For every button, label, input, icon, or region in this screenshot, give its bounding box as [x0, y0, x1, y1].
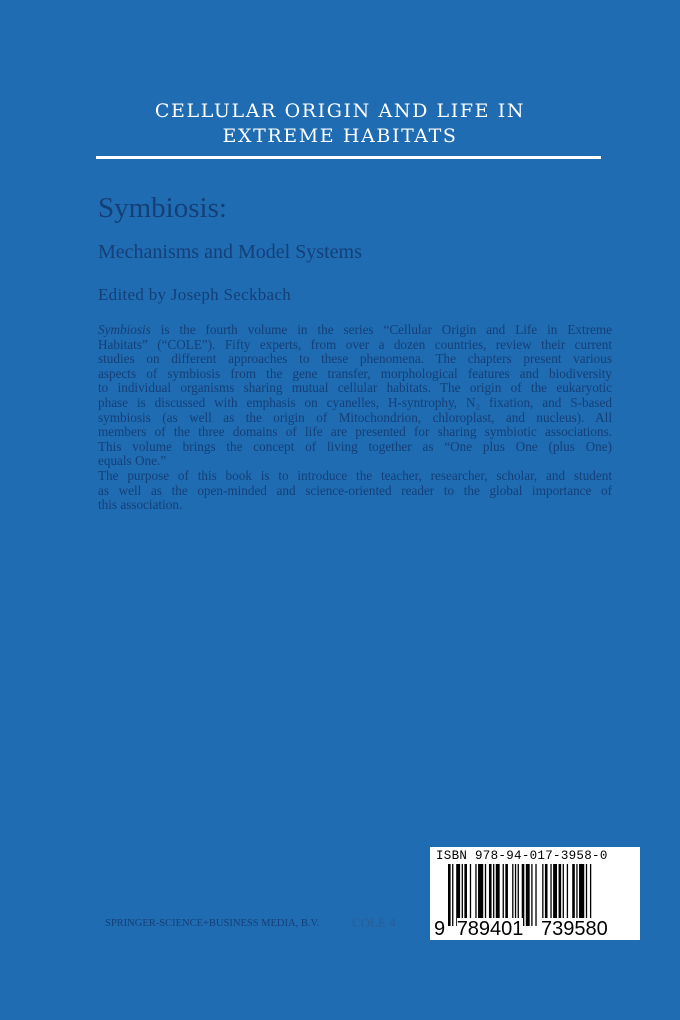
- barcode-bar: [452, 864, 453, 926]
- blurb-text: is the fourth volume in the series “Cellular Origin and Life in Extreme: [150, 322, 612, 337]
- isbn-text: ISBN 978-94-017-3958-0: [436, 849, 608, 863]
- barcode-bar: [535, 864, 536, 926]
- barcode-bar: [464, 864, 467, 926]
- barcode-bar: [485, 864, 486, 926]
- barcode-bar: [522, 864, 525, 926]
- barcode-bar: [572, 864, 575, 926]
- barcode-bar: [567, 864, 568, 926]
- blurb-line: This volume brings the concept of living together as “One plus One (plus One): [98, 438, 612, 454]
- barcode-bar: [475, 864, 476, 926]
- barcode-bar: [526, 864, 530, 926]
- blurb-line: aspects of symbiosis from the gene transfer, morphological features and biodiversity: [98, 365, 612, 381]
- blurb-line: phase is discussed with emphasis on cyanelles, H-syntrophy, N₂ fixation, and S-based: [98, 394, 612, 410]
- ean-right-digits: 739580: [541, 918, 608, 940]
- barcode-bar: [448, 864, 451, 926]
- blurb-line: members of the three domains of life are presented for sharing symbiotic associations.: [98, 424, 612, 440]
- blurb-first-word: Symbiosis: [98, 322, 151, 337]
- book-title: Symbiosis:: [98, 192, 227, 224]
- blurb-line: to individual organisms sharing mutual cellular habitats. The origin of the eukaryotic: [98, 380, 612, 396]
- barcode-bar: [512, 864, 513, 926]
- barcode-bar: [545, 864, 548, 926]
- barcode-bar: [478, 864, 483, 926]
- barcode-bar: [590, 864, 591, 926]
- barcode-bar: [542, 864, 543, 926]
- series-number: COLE 4: [352, 915, 396, 930]
- barcode-bar: [496, 864, 500, 926]
- ean-left-digits: 789401: [456, 918, 524, 940]
- blurb-line: as well as the open-minded and science-oriented reader to the global importance of: [98, 482, 612, 498]
- barcode-bar: [462, 864, 463, 926]
- blurb-line: studies on different approaches to these phenomena. The chapters present various: [98, 351, 612, 367]
- editor-credit: Edited by Joseph Seckbach: [98, 285, 292, 304]
- header-divider: [96, 156, 601, 159]
- blurb: [98, 323, 612, 513]
- blurb-line: The purpose of this book is to introduce the teacher, researcher, scholar, and student: [98, 467, 612, 483]
- barcode-bar: [503, 864, 504, 926]
- series-title: [0, 99, 680, 149]
- barcode-bar: [515, 864, 516, 926]
- barcode-bar: [579, 864, 584, 926]
- ean-first-digit: 9: [434, 918, 446, 940]
- barcode-bar: [559, 864, 562, 926]
- barcode-bar: [563, 864, 564, 926]
- blurb-line: this association.: [98, 497, 183, 513]
- blurb-line: equals One.”: [98, 453, 167, 469]
- barcode-bar: [518, 864, 519, 926]
- barcode-bar: [505, 864, 508, 926]
- barcode-bar: [489, 864, 492, 926]
- book-subtitle: Mechanisms and Model Systems: [98, 241, 362, 263]
- blurb-line: [98, 323, 612, 338]
- series-title-line1: CELLULAR ORIGIN AND LIFE IN: [154, 100, 526, 122]
- barcode-bar: [586, 864, 587, 926]
- ean-number: [434, 918, 608, 941]
- barcode-bar: [456, 864, 460, 926]
- publisher-name: SPRINGER-SCIENCE+BUSINESS MEDIA, B.V.: [105, 918, 320, 929]
- barcode-bar: [531, 864, 532, 926]
- barcode-bar: [470, 864, 471, 926]
- barcode-bar: [493, 864, 494, 926]
- blurb-line: symbiosis (as well as the origin of Mitochondrion, chloroplast, and nucleus). All: [98, 409, 612, 425]
- barcode-bar: [553, 864, 557, 926]
- barcode-bars: [448, 864, 634, 926]
- blurb-line: Habitats” (“COLE”). Fifty experts, from over a dozen countries, review their current: [98, 336, 612, 352]
- barcode-bar: [576, 864, 577, 926]
- barcode-bar: [550, 864, 551, 926]
- isbn-barcode: [430, 847, 640, 940]
- series-title-line2: EXTREME HABITATS: [222, 125, 458, 147]
